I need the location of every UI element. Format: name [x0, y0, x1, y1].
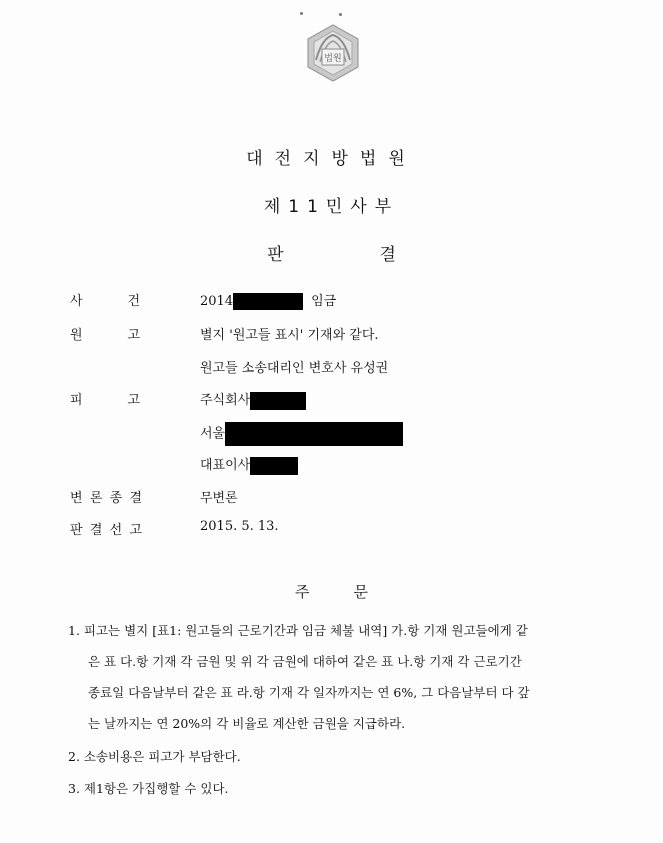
scan-speck	[300, 12, 303, 15]
case-subject: 임금	[311, 294, 337, 309]
pronouncement-date: 2015. 5. 13.	[200, 519, 279, 534]
order-item-1-line: 종료일 다음날부터 같은 표 라.항 기재 각 일자까지는 연 6%, 그 다음날부터 다 갚	[88, 685, 530, 700]
defendant-company: 주식회사	[200, 389, 306, 410]
order-item-1	[68, 615, 613, 739]
order-title: 주 문	[295, 583, 368, 601]
closing-label: 변 론 종 결	[70, 491, 142, 506]
closing-value: 무변론	[200, 491, 238, 506]
defendant-label: 피 고	[70, 393, 140, 408]
pronouncement-label: 판 결 선 고	[70, 523, 142, 538]
defendant-representative: 대표이사	[200, 454, 298, 475]
order-item-1-line: 1. 피고는 별지 [표1: 원고들의 근로기간과 임금 체불 내역] 가.항 기재 원고들에게 같	[68, 623, 528, 638]
order-item-1-line: 는 날까지는 연 20%의 각 비율로 계산한 금원을 지급하라.	[88, 716, 406, 731]
document-type	[0, 240, 663, 265]
case-label: 사 건	[70, 294, 140, 309]
redaction-bar	[225, 422, 403, 446]
scan-speck	[339, 13, 342, 16]
redaction-bar	[250, 392, 306, 410]
redaction-bar	[250, 457, 298, 475]
document-type-right: 결	[379, 245, 396, 265]
court-emblem-icon	[302, 22, 364, 84]
defendant-address: 서울	[200, 422, 403, 446]
case-number-prefix: 2014	[200, 294, 234, 309]
redaction-bar	[233, 293, 303, 310]
emblem-text: 법원	[324, 54, 342, 64]
order-item-1-line: 은 표 다.항 기재 각 금원 및 위 각 금원에 대하여 같은 표 나.항 기재 각 근로기간	[88, 654, 522, 669]
plaintiff-attorney: 원고들 소송대리인 변호사 유성권	[200, 361, 389, 376]
plaintiff-value: 별지 '원고들 표시' 기재와 같다.	[200, 328, 379, 343]
division-name: 제11민사부	[263, 197, 400, 217]
order-item-2: 2. 소송비용은 피고가 부담한다.	[68, 749, 241, 764]
case-number	[200, 290, 336, 310]
document-type-left: 판	[267, 245, 284, 265]
plaintiff-label: 원 고	[70, 328, 140, 343]
order-item-3: 3. 제1항은 가집행할 수 있다.	[68, 781, 229, 796]
court-name: 대전지방법원	[246, 149, 417, 169]
